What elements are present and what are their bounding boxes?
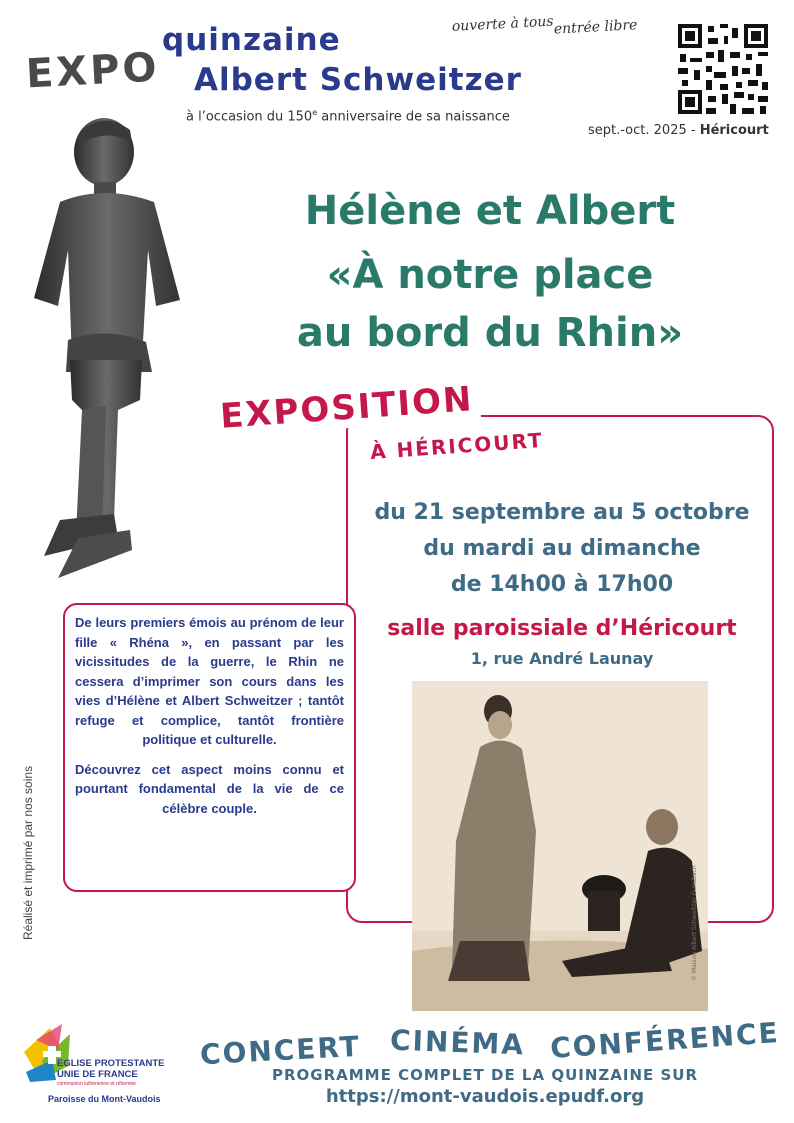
description-box <box>63 603 356 892</box>
website-link[interactable]: https://mont-vaudois.epudf.org <box>325 1086 645 1107</box>
logo-text: EGLISE PROTESTANTE UNIE DE FRANCE <box>57 1058 165 1080</box>
event-cinema: CINÉMA <box>389 1023 526 1062</box>
series-title-line2: Albert Schweitzer <box>194 62 522 98</box>
open-to-all-note: ouverte à tousentrée libre <box>451 13 638 38</box>
venue-address: 1, rue André Launay <box>470 649 654 668</box>
headline-line3: au bord du Rhin» <box>296 310 684 356</box>
exhibition-hours: de 14h00 à 17h00 <box>450 572 674 597</box>
print-credit: Réalisé et imprimé par nos soins <box>21 765 35 940</box>
series-title-line1: quinzaine <box>162 22 341 58</box>
event-conference: CONFÉRENCE <box>549 1016 781 1065</box>
logo-tagline: communion luthérienne et réformée <box>57 1081 136 1087</box>
description-paragraph-2: Découvrez cet aspect moins connu et pourtant fondamental de la vie de ce célèbre couple. <box>75 761 344 816</box>
headline-line2: «À notre place <box>326 252 654 298</box>
program-note: PROGRAMME COMPLET DE LA QUINZAINE SUR <box>271 1066 699 1084</box>
headline-line1: Hélène et Albert <box>304 188 676 234</box>
venue-name: salle paroissiale d’Héricourt <box>387 616 737 641</box>
anniversary-subtitle: à l’occasion du 150e anniversaire de sa naissance <box>186 108 510 125</box>
historic-couple-photo <box>412 681 708 1011</box>
qr-code[interactable] <box>678 24 768 114</box>
exhibition-dates: du 21 septembre au 5 octobre <box>374 500 750 525</box>
schweitzer-statue-image <box>22 110 212 590</box>
dates-location: sept.-oct. 2025 - Héricourt <box>588 123 769 138</box>
exhibition-days: du mardi au dimanche <box>423 536 701 561</box>
parish-name: Paroisse du Mont-Vaudois <box>48 1094 161 1104</box>
description-paragraph-1: De leurs premiers émois au prénom de leur fille « Rhéna », en passant par les vicissitudes de la guerre, le Rhin ne cessera d’imprimer son cours dans les vies d’Hélène et Albert Schweitzer ; tantôt refuge et complice, tantôt frontière politique et culturelle. <box>75 615 344 747</box>
expo-label: EXPO <box>24 44 161 98</box>
svg-text:© Maison Albert Schweitzer Gun: © Maison Albert Schweitzer Gunsbach <box>691 865 698 981</box>
exposition-label: EXPOSITION <box>213 379 481 437</box>
event-concert: CONCERT <box>199 1029 362 1072</box>
exposition-place: À HÉRICOURT <box>365 428 548 465</box>
